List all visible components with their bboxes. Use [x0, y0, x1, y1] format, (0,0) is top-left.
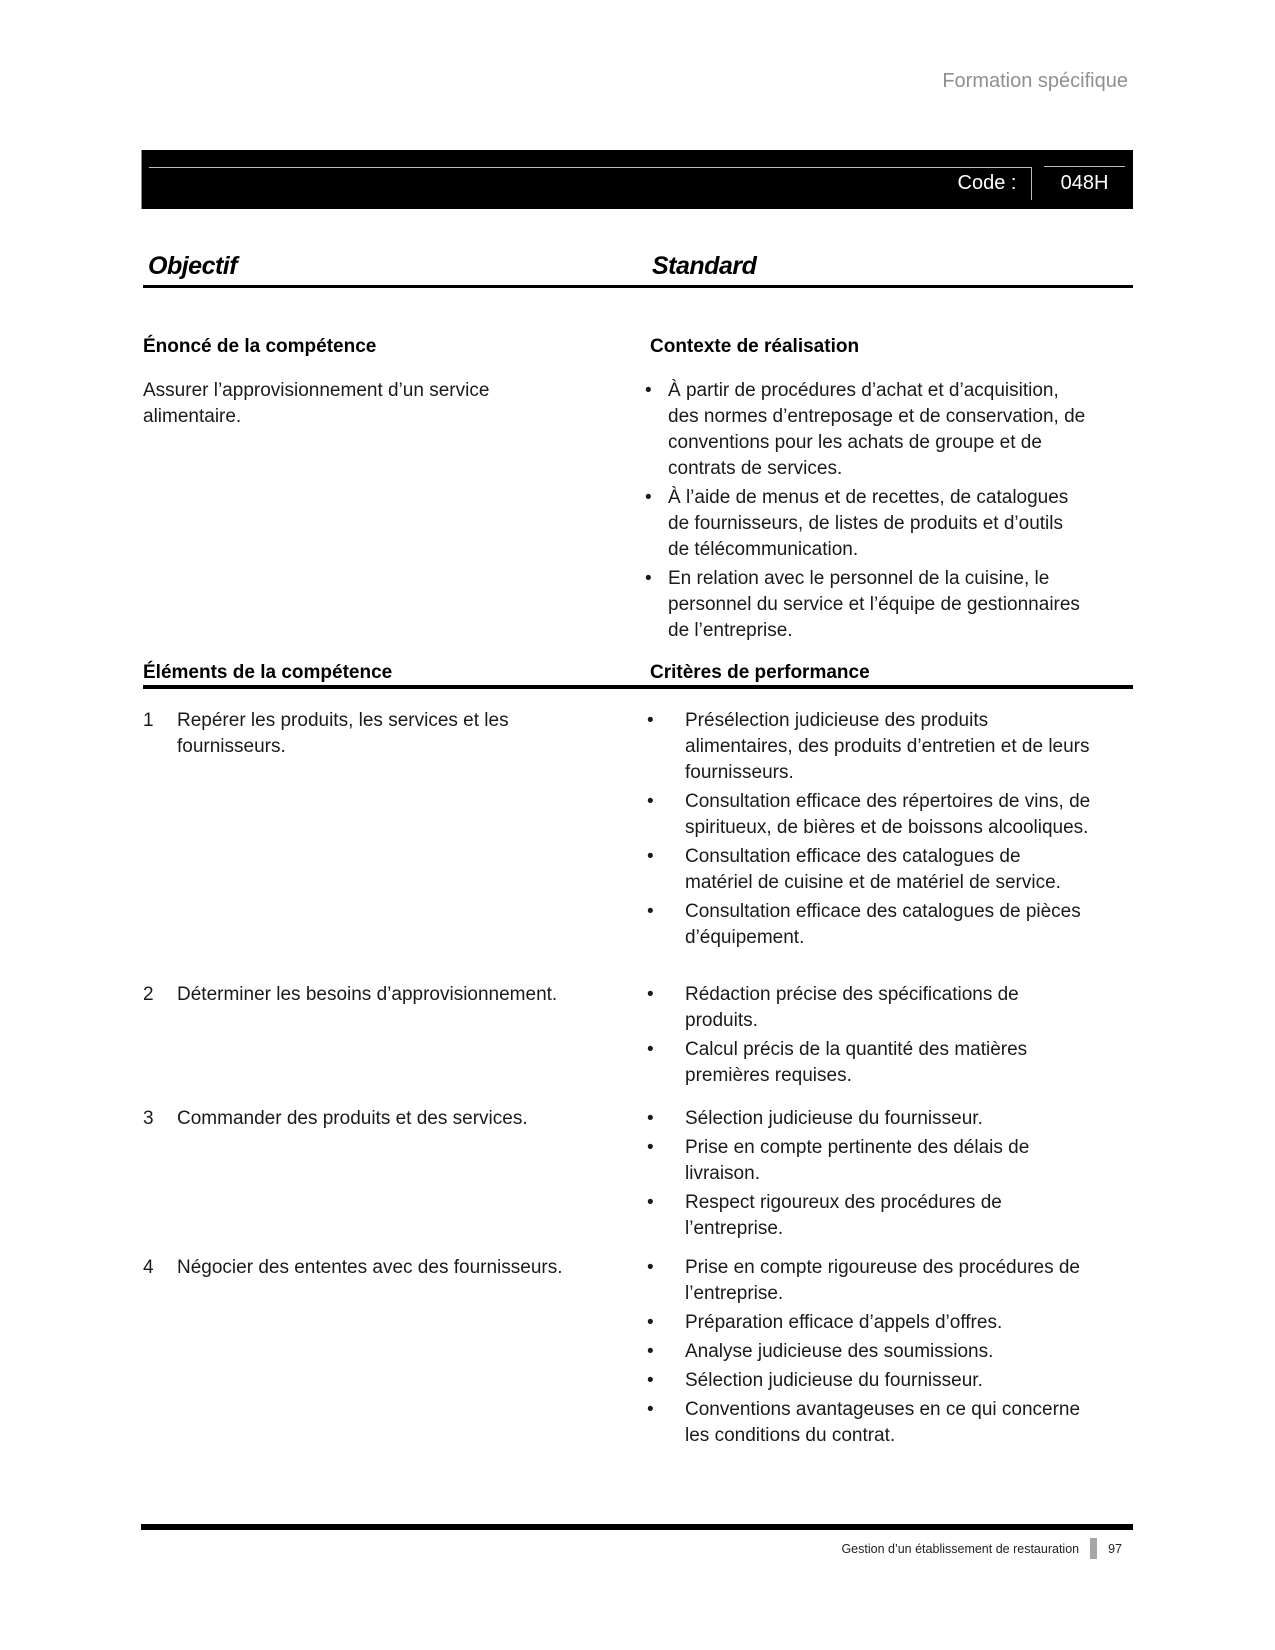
- title-underline-rule: [143, 285, 1133, 288]
- list-item-text: Calcul précis de la quantité des matières premières requises.: [685, 1039, 1028, 1086]
- list-item: [645, 378, 1088, 482]
- list-item-text: Sélection judicieuse du fournisseur.: [685, 1108, 983, 1129]
- bullet-icon: •: [647, 1341, 654, 1362]
- numbered-item: [143, 1106, 613, 1132]
- heading-enonce-competence: Énoncé de la compétence: [143, 336, 377, 357]
- list-item-text: Préparation efficace d’appels d’offres.: [685, 1312, 1003, 1333]
- bullet-icon: •: [647, 846, 654, 867]
- list-item: [645, 1135, 1092, 1187]
- code-value: 048H: [1060, 172, 1109, 194]
- criteria-list-4: [645, 1255, 1092, 1452]
- item-text: Déterminer les besoins d’approvisionnement.: [177, 984, 558, 1005]
- list-item-text: Analyse judicieuse des soumissions.: [685, 1341, 994, 1362]
- list-item-text: À l’aide de menus et de recettes, de catalogues de fournisseurs, de listes de produits et d’outils de télécommunication.: [668, 487, 1069, 560]
- list-item-text: Présélection judicieuse des produits alimentaires, des produits d’entretien et de leurs fournisseurs.: [685, 710, 1090, 783]
- bullet-icon: •: [645, 380, 652, 401]
- code-bar: [141, 150, 1133, 209]
- bullet-icon: •: [647, 1257, 654, 1278]
- section-divider-rule: [143, 685, 1133, 689]
- list-item-text: Sélection judicieuse du fournisseur.: [685, 1370, 983, 1391]
- bullet-icon: •: [647, 1137, 654, 1158]
- bullet-icon: •: [647, 901, 654, 922]
- list-item: [645, 1310, 1092, 1336]
- item-text: Repérer les produits, les services et les fournisseurs.: [177, 710, 509, 757]
- list-item: [645, 1190, 1092, 1242]
- list-item: [645, 982, 1092, 1034]
- criteria-list-3: [645, 1106, 1092, 1245]
- criteria-list-2: [645, 982, 1092, 1092]
- bullet-icon: •: [645, 568, 652, 589]
- item-number: 4: [143, 1257, 154, 1278]
- heading-contexte-realisation: Contexte de réalisation: [650, 336, 860, 357]
- objectif-title: Objectif: [148, 252, 238, 280]
- list-item: [645, 485, 1088, 563]
- list-item-text: Respect rigoureux des procédures de l’entreprise.: [685, 1192, 1002, 1239]
- numbered-item: [143, 982, 613, 1008]
- list-item: [645, 1106, 1092, 1132]
- footer-document-title: Gestion d’un établissement de restauration: [841, 1541, 1080, 1556]
- bullet-icon: •: [647, 1039, 654, 1060]
- competence-element-1: [143, 708, 613, 760]
- list-item: [645, 708, 1092, 786]
- competence-statement: Assurer l’approvisionnement d’un service alimentaire.: [143, 380, 490, 427]
- list-item: [645, 899, 1092, 951]
- list-item: [645, 1368, 1092, 1394]
- item-number: 1: [143, 710, 154, 731]
- competence-element-2: [143, 982, 613, 1008]
- bullet-icon: •: [647, 984, 654, 1005]
- list-item: [645, 1037, 1092, 1089]
- list-item-text: Rédaction précise des spécifications de produits.: [685, 984, 1019, 1031]
- list-item-text: Consultation efficace des répertoires de vins, de spiritueux, de bières et de boissons alcooliques.: [685, 791, 1091, 838]
- list-item: [645, 1339, 1092, 1365]
- footer: [633, 1538, 1122, 1559]
- bullet-icon: •: [647, 1370, 654, 1391]
- item-number: 2: [143, 984, 154, 1005]
- numbered-item: [143, 1255, 613, 1281]
- list-item: [645, 844, 1092, 896]
- footer-divider: [1090, 1538, 1097, 1559]
- list-item: [645, 1397, 1092, 1449]
- list-item-text: Conventions avantageuses en ce qui concerne les conditions du contrat.: [685, 1399, 1081, 1446]
- context-bullet-list: [645, 378, 1088, 647]
- bullet-icon: •: [645, 487, 652, 508]
- item-text: Commander des produits et des services.: [177, 1108, 528, 1129]
- list-item: [645, 1255, 1092, 1307]
- bullet-icon: •: [647, 1399, 654, 1420]
- standard-title: Standard: [652, 252, 757, 280]
- footer-page-number: 97: [1108, 1541, 1122, 1556]
- list-item: [645, 789, 1092, 841]
- bullet-icon: •: [647, 791, 654, 812]
- bullet-icon: •: [647, 710, 654, 731]
- list-item-text: Prise en compte pertinente des délais de livraison.: [685, 1137, 1030, 1184]
- code-bar-divider-line: [1031, 167, 1032, 200]
- code-bar-top-line: [149, 167, 1031, 168]
- heading-criteres-performance: Critères de performance: [650, 662, 870, 683]
- criteria-list-1: [645, 708, 1092, 954]
- bullet-icon: •: [647, 1192, 654, 1213]
- footer-rule-bar: [141, 1524, 1133, 1530]
- list-item-text: Consultation efficace des catalogues de pièces d’équipement.: [685, 901, 1081, 948]
- code-bar-left-border: [141, 150, 142, 209]
- code-label: Code :: [957, 172, 1022, 194]
- list-item: [645, 566, 1088, 644]
- item-text: Négocier des ententes avec des fournisseurs.: [177, 1257, 563, 1278]
- competence-element-4: [143, 1255, 613, 1281]
- code-value-top-line: [1044, 166, 1125, 167]
- item-number: 3: [143, 1108, 154, 1129]
- page-header-label: Formation spécifique: [942, 70, 1128, 92]
- competence-element-3: [143, 1106, 613, 1132]
- bullet-icon: •: [647, 1312, 654, 1333]
- list-item-text: Consultation efficace des catalogues de matériel de cuisine et de matériel de service.: [685, 846, 1061, 893]
- bullet-icon: •: [647, 1108, 654, 1129]
- numbered-item: [143, 708, 613, 760]
- list-item-text: À partir de procédures d’achat et d’acquisition, des normes d’entreposage et de conservation, de conventions pour les achats de groupe et de contrats de services.: [668, 380, 1086, 479]
- heading-elements-competence: Éléments de la compétence: [143, 662, 393, 683]
- list-item-text: En relation avec le personnel de la cuisine, le personnel du service et l’équipe de gestionnaires de l’entreprise.: [668, 568, 1080, 641]
- list-item-text: Prise en compte rigoureuse des procédures de l’entreprise.: [685, 1257, 1081, 1304]
